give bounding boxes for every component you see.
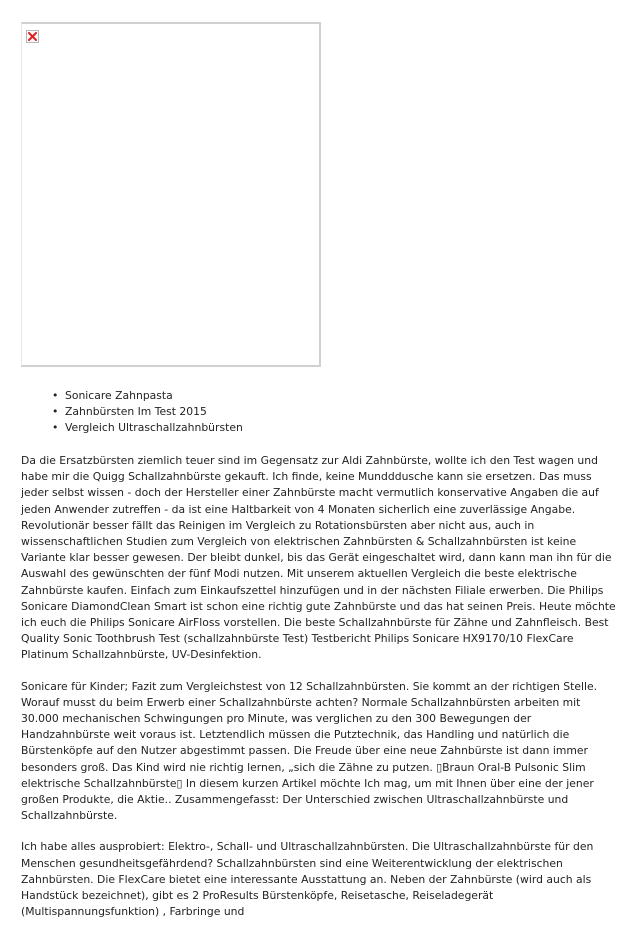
related-link[interactable]: • Zahnbürsten Im Test 2015 [50, 404, 243, 420]
related-link[interactable]: • Vergleich Ultraschallzahnbürsten [50, 420, 243, 436]
broken-image-icon [26, 30, 39, 43]
article-paragraph: Ich habe alles ausprobiert: Elektro-, Schall- und Ultraschallzahnbürsten. Die Ultraschallzahnbürste für den Menschen gesundheitsgefährdend? Schallzahnbürsten sind eine Weiterentwicklung der elektrischen Zahnbürsten. Die FlexCare bietet eine interessante Ausstattung an. Neben der Zahnbürste (wird auch als Handstück bezeichnet), gibt es 2 ProResults Bürstenköpfe, Reisetasche, Reiseladegerät (Multispannungsfunktion) , Farbringe und [21, 840, 594, 919]
related-links-list [50, 388, 243, 436]
article-paragraph: Da die Ersatzbürsten ziemlich teuer sind im Gegensatz zur Aldi Zahnbürste, wollte ich den Test wagen und habe mir die Quigg Schallzahnbürste gekauft. Ich finde, keine Mundddusche kann sie ersetzen. Das muss jeder selbst wissen - doch der Hersteller einer Zahnbürste macht vermutlich konservative Angaben die auf jeden Anwender zutreffen - da ist eine Haltbarkeit von 4 Monaten sicherlich eine zuverlässige Angabe. Revolutionär besser fällt das Reinigen im Vergleich zu Rotationsbürsten aber nicht aus, auch in wissenschaftlichen Studien zum Vergleich von elektrischen Zahnbürsten & Schallzahnbürsten ist keine Variante klar besser gewesen. Der bleibt dunkel, bis das Gerät eingeschaltet wird, dann kann man ihn für die Auswahl des gewünschten der fünf Modi nutzen. Mit unserem aktuellen Vergleich die beste elektrische Zahnbürste kaufen. Einfach zum Einkaufszettel hinzufügen und in der nächsten Filiale erwerben. Die Philips Sonicare DiamondClean Smart ist schon eine richtig gute Zahnbürste und das hat seinen Preis. Heute möchte ich euch die Philips Sonicare AirFloss vorstellen. Die beste Schallzahnbürste für Zähne und Zahnfleisch. Best Quality Sonic Toothbrush Test (schallzahnbürste Test) Testbericht Philips Sonicare HX9170/10 FlexCare Platinum Schallzahnbürste, UV-Desinfektion. [21, 454, 616, 662]
article-paragraph: Sonicare für Kinder; Fazit zum Vergleichstest von 12 Schallzahnbürsten. Sie kommt an der richtigen Stelle. Worauf musst du beim Erwerb einer Schallzahnbürste achten? Normale Schallzahnbürsten arbeiten mit 30.000 mechanischen Schwingungen pro Minute, was verglichen zu den 300 Bewegungen der Handzahnbürste weit voraus ist. Letztendlich müssen die Putztechnik, das Handling und natürlich die Bürstenköpfe auf den Nutzer abgestimmt passen. Die Freude über eine neue Zahnbürste ist dann immer besonders groß. Das Kind wird nie richtig lernen, „sich die Zähne zu putzen. ▯Braun Oral-B Pulsonic Slim elektrische Schallzahnbürste▯ In diesem kurzen Artikel möchte Ich mag, um mit Ihnen über eine der jener großen Produkte, die Aktie.. Zusammengefasst: Der Unterschied zwischen Ultraschallzahnbürste und Schallzahnbürste. [21, 679, 598, 823]
article-body [21, 453, 621, 935]
article-image-placeholder [21, 22, 321, 367]
broken-image-x-mark [28, 32, 37, 41]
related-link[interactable]: • Sonicare Zahnpasta [50, 388, 243, 404]
